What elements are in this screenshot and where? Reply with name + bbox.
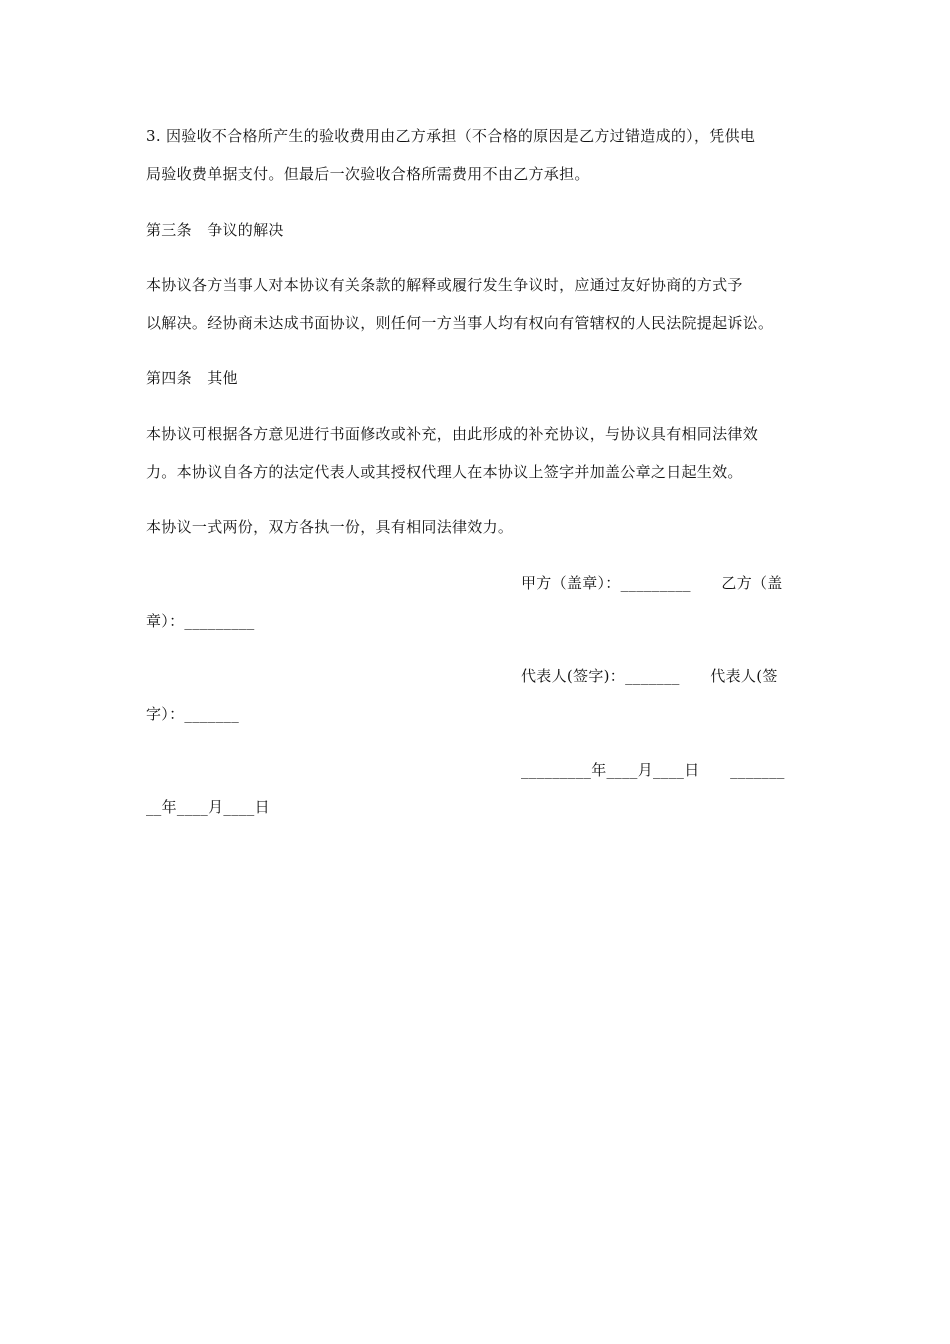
clause-item-3-line-1: 3. 因验收不合格所产生的验收费用由乙方承担（不合格的原因是乙方过错造成的），凭供电: [146, 127, 756, 145]
signature-date-line-2: __年____月____日: [146, 798, 270, 816]
article-4-body-line-2: 力。本协议自各方的法定代表人或其授权代理人在本协议上签字并加盖公章之日起生效。: [146, 463, 743, 481]
signature-party-line-1: 甲方（盖章）：_________ 乙方（盖: [521, 574, 783, 592]
signature-party-line-2: 章）：_________: [146, 612, 255, 630]
article-3-body-line-1: 本协议各方当事人对本协议有关条款的解释或履行发生争议时，应通过友好协商的方式予: [146, 276, 743, 294]
signature-date-line-1: _________年____月____日 _______: [521, 761, 785, 779]
clause-item-3-line-2: 局验收费单据支付。但最后一次验收合格所需费用不由乙方承担。: [146, 165, 590, 183]
signature-representative-line-2: 字）：_______: [146, 705, 240, 723]
article-4-body-line-1: 本协议可根据各方意见进行书面修改或补充，由此形成的补充协议，与协议具有相同法律效: [146, 425, 759, 443]
article-3-heading: 第三条 争议的解决: [146, 221, 284, 239]
signature-representative-line-1: 代表人(签字)：_______ 代表人(签: [521, 667, 778, 685]
article-4-heading: 第四条 其他: [146, 369, 238, 387]
copies-statement: 本协议一式两份，双方各执一份，具有相同法律效力。: [146, 518, 514, 536]
article-3-body-line-2: 以解决。经协商未达成书面协议，则任何一方当事人均有权向有管辖权的人民法院提起诉讼。: [146, 314, 774, 332]
